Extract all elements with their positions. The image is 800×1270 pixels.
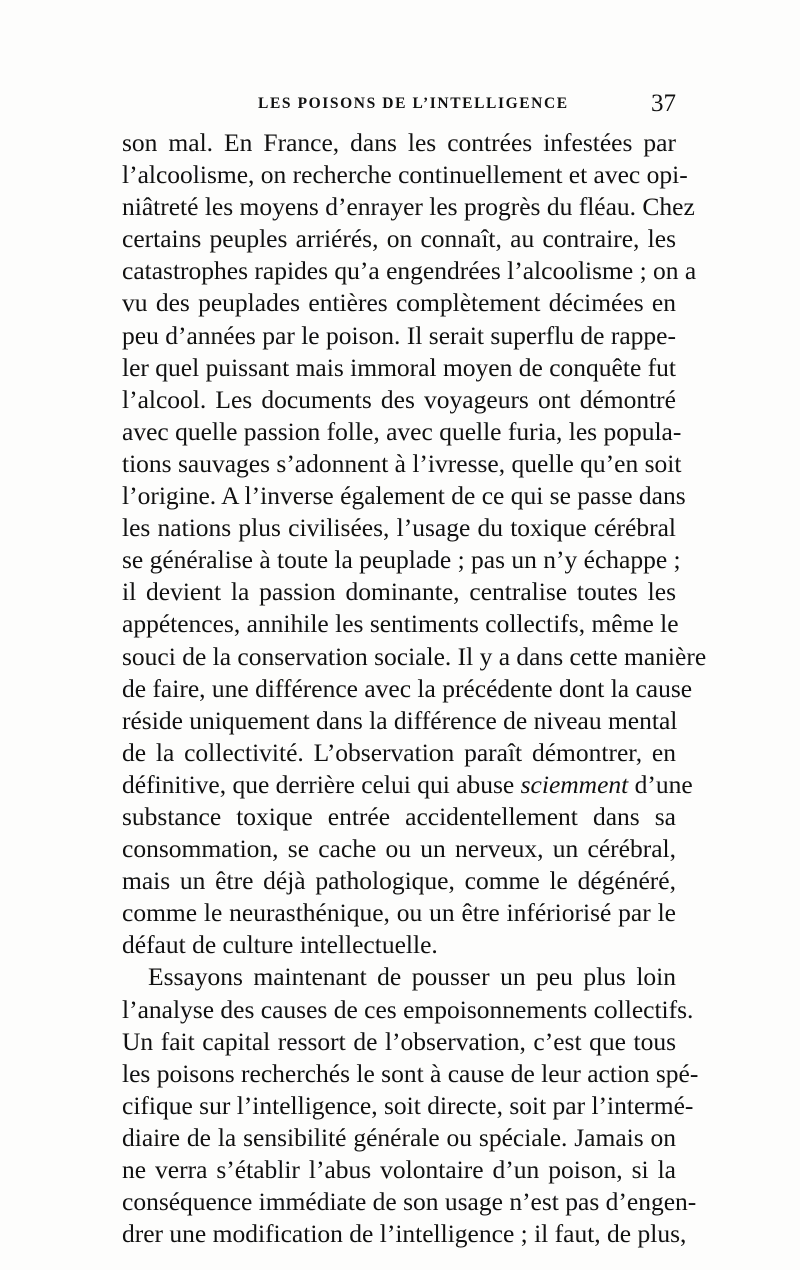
text-line: tions sauvages s’adonnent à l’ivresse, quelle qu’en soit xyxy=(122,448,682,478)
text-line: de la collectivité. L’observation paraît démontrer, en xyxy=(122,737,676,767)
text-line: peu d’années par le poison. Il serait superflu de rappe- xyxy=(122,320,676,350)
text-line: défaut de culture intellectuelle. xyxy=(122,930,438,960)
text-line: comme le neurasthénique, ou un être infériorisé par le xyxy=(122,898,676,928)
italic-word: sciemment xyxy=(520,769,629,799)
text-line: les nations plus civilisées, l’usage du toxique cérébral xyxy=(122,513,676,543)
text-line: réside uniquement dans la différence de niveau mental xyxy=(122,705,678,735)
text-line: l’alcoolisme, on recherche continuellement et avec opi- xyxy=(122,160,688,190)
paragraph-2 xyxy=(122,961,699,1250)
text-line: l’origine. A l’inverse également de ce qui se passe dans xyxy=(122,481,686,511)
running-head xyxy=(122,92,676,122)
text-line: appétences, annihile les sentiments collectifs, même le xyxy=(122,609,679,639)
text-line: de faire, une différence avec la précédente dont la cause xyxy=(122,673,693,703)
text-line: vu des peuplades entières complètement décimées en xyxy=(122,288,676,318)
text-line: l’analyse des causes de ces empoisonnements collectifs. xyxy=(122,994,694,1024)
body-text xyxy=(122,127,707,1250)
text-line: avec quelle passion folle, avec quelle furia, les popula- xyxy=(122,416,682,446)
text-line-with-italic xyxy=(122,769,693,801)
text-line: diaire de la sensibilité générale ou spéciale. Jamais on xyxy=(122,1122,676,1152)
text-line: Essayons maintenant de pousser un peu plus loin xyxy=(148,962,676,992)
text-line: niâtreté les moyens d’enrayer les progrès du fléau. Chez xyxy=(122,192,695,222)
text-run: d’une xyxy=(628,769,693,799)
text-line: catastrophes rapides qu’a engendrées l’alcoolisme ; on a xyxy=(122,256,697,286)
text-line: cifique sur l’intelligence, soit directe, soit par l’intermé- xyxy=(122,1090,694,1120)
text-line: Un fait capital ressort de l’observation, c’est que tous xyxy=(122,1026,676,1056)
text-run: définitive, que derrière celui qui abuse xyxy=(122,769,521,799)
text-line: les poisons recherchés le sont à cause de leur action spé- xyxy=(122,1058,699,1088)
text-line: ne verra s’établir l’abus volontaire d’un poison, si la xyxy=(122,1155,676,1184)
text-line: il devient la passion dominante, centralise toutes les xyxy=(122,577,676,607)
text-line: se généralise à toute la peuplade ; pas un n’y échappe ; xyxy=(122,545,681,575)
page-number: 37 xyxy=(651,90,676,117)
text-line: substance toxique entrée accidentellement dans sa xyxy=(122,801,676,831)
text-line: son mal. En France, dans les contrées infestées par xyxy=(122,128,676,157)
text-line: l’alcool. Les documents des voyageurs ont démontré xyxy=(122,384,676,414)
text-line: consommation, se cache ou un nerveux, un cérébral, xyxy=(122,834,676,864)
text-line: ler quel puissant mais immoral moyen de conquête fut xyxy=(122,352,676,382)
text-line: certains peuples arriérés, on connaît, au contraire, les xyxy=(122,224,676,254)
running-title: LES POISONS DE L’INTELLIGENCE xyxy=(258,95,569,112)
text-line: drer une modification de l’intelligence ; il faut, de plus, xyxy=(122,1219,687,1249)
text-line: mais un être déjà pathologique, comme le dégénéré, xyxy=(122,866,676,896)
text-line: souci de la conservation sociale. Il y a dans cette manière xyxy=(122,641,707,671)
text-line: conséquence immédiate de son usage n’est pas d’engen- xyxy=(122,1187,697,1217)
paragraph-1 xyxy=(122,127,707,961)
